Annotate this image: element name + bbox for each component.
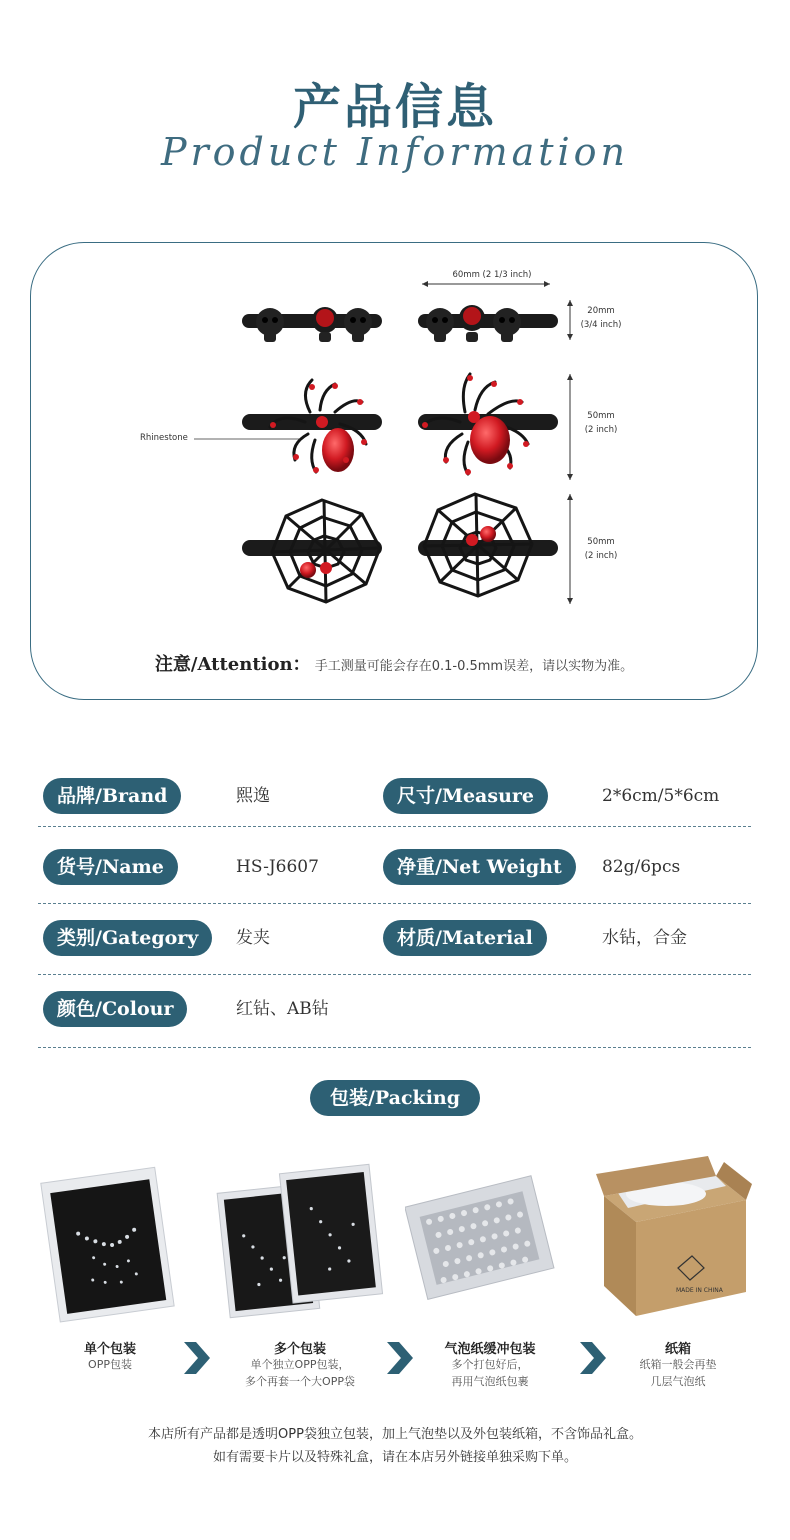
step3-desc-1: 多个打包好后， xyxy=(451,1358,529,1371)
measure-label: 尺寸/Measure xyxy=(383,778,548,814)
name-value: HS-J6607 xyxy=(236,857,319,877)
step3-desc-2: 再用气泡纸包裹 xyxy=(451,1375,529,1388)
row2-height-in: (2 inch) xyxy=(584,425,618,435)
step1-title: 单个包装 xyxy=(83,1342,136,1357)
spider-clip-left xyxy=(242,380,382,472)
row2-height-mm: 50mm xyxy=(587,411,615,421)
skull-clip-left xyxy=(242,307,382,342)
step2-desc-2: 多个再套一个大OPP袋 xyxy=(245,1375,355,1388)
colour-value: 红钻、AB钻 xyxy=(236,999,329,1019)
product-photo xyxy=(130,262,630,622)
category-label: 类别/Gategory xyxy=(43,920,212,956)
weight-label: 净重/Net Weight xyxy=(383,849,576,885)
step4-desc-1: 纸箱一般会再垫 xyxy=(639,1358,717,1371)
row1-height-in: (3/4 inch) xyxy=(580,320,622,330)
material-label: 材质/Material xyxy=(383,920,547,956)
page-title: 产品信息 xyxy=(292,79,497,135)
spider-gem-right xyxy=(470,416,510,464)
step2-desc-1: 单个独立OPP包装， xyxy=(250,1358,350,1371)
step4-desc-2: 几层气泡纸 xyxy=(650,1375,706,1388)
step3-title: 气泡纸缓冲包装 xyxy=(444,1342,536,1357)
footer-note-1: 本店所有产品都是透明OPP袋独立包装，加上气泡垫以及外包装纸箱，不含饰品礼盒。 xyxy=(148,1427,642,1442)
page-subtitle: Product Information xyxy=(160,130,630,174)
attention-label: 注意/Attention： xyxy=(154,654,311,675)
brand-label: 品牌/Brand xyxy=(43,778,181,814)
row3-height-mm: 50mm xyxy=(587,537,615,547)
carton-box-photo xyxy=(596,1156,752,1322)
footer-note-2: 如有需要卡片以及特殊礼盒，请在本店另外链接单独采购下单。 xyxy=(212,1450,577,1465)
brand-value: 熙逸 xyxy=(236,786,270,806)
row1-height-mm: 20mm xyxy=(587,306,615,316)
divider xyxy=(38,903,751,904)
attention-note xyxy=(30,650,758,676)
divider xyxy=(38,826,751,827)
carton-print: MADE IN CHINA xyxy=(676,1287,723,1294)
step4-title: 纸箱 xyxy=(664,1342,691,1357)
row3-height-in: (2 inch) xyxy=(584,551,618,561)
step1-desc: OPP包装 xyxy=(88,1358,132,1371)
chevron-right-icon xyxy=(383,1340,417,1376)
bubble-wrap-photo xyxy=(405,1165,555,1315)
weight-value: 82g/6pcs xyxy=(602,857,681,877)
spider-gem-left xyxy=(322,428,354,472)
category-value: 发夹 xyxy=(236,928,270,948)
web-clip-left xyxy=(242,500,382,602)
web-clip-right xyxy=(418,494,558,596)
skull-clip-right xyxy=(418,305,558,342)
divider xyxy=(38,974,751,975)
rhinestone-label: Rhinestone xyxy=(140,433,188,443)
width-label: 60mm (2 1/3 inch) xyxy=(452,270,532,280)
divider xyxy=(38,1047,751,1048)
multiple-opp-bags-photo xyxy=(215,1160,385,1325)
colour-label: 颜色/Colour xyxy=(43,991,187,1027)
chevron-right-icon xyxy=(180,1340,214,1376)
measure-value: 2*6cm/5*6cm xyxy=(602,786,720,806)
step2-title: 多个包装 xyxy=(273,1342,326,1357)
name-label: 货号/Name xyxy=(43,849,178,885)
packing-label: 包装/Packing xyxy=(310,1080,480,1116)
attention-text: 手工测量可能会存在0.1-0.5mm误差，请以实物为准。 xyxy=(314,659,634,674)
material-value: 水钻，合金 xyxy=(602,928,687,948)
single-opp-bag-photo xyxy=(30,1160,180,1325)
chevron-right-icon xyxy=(576,1340,610,1376)
